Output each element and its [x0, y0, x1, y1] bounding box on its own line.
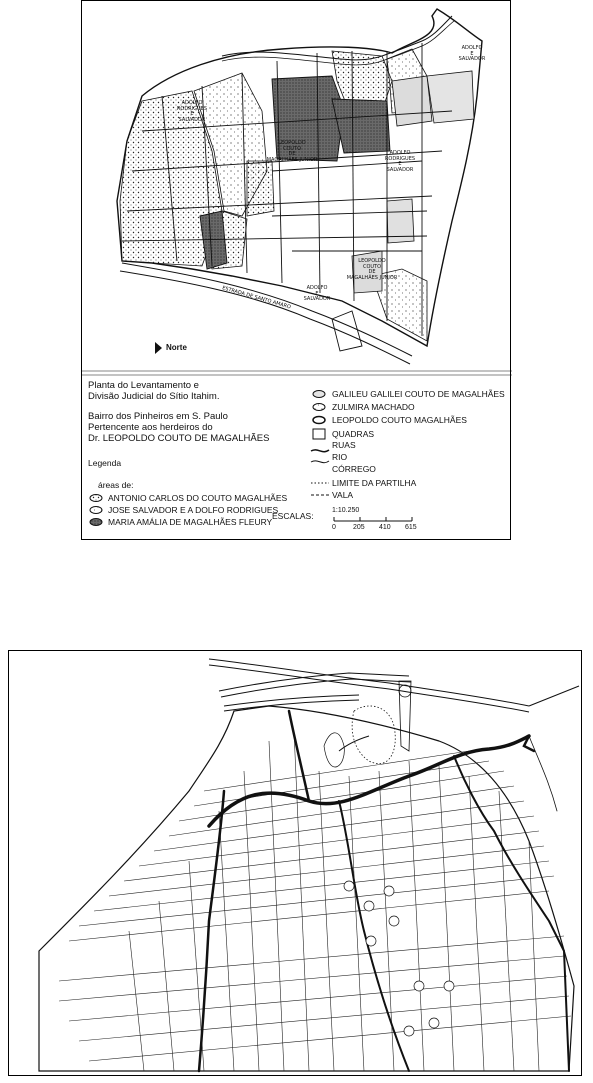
legend-vala: VALA [332, 490, 354, 500]
legend-area-leopoldo: LEOPOLDO COUTO MAGALHÃES [332, 415, 467, 425]
label-adolfo-top: ADOLFO RODRIGUES E SALVADOR [176, 100, 208, 123]
label-adolfo-rodrigues: ADOLFO RODRIGUES E SALVADOR [384, 150, 416, 173]
parcel-gray [392, 76, 432, 126]
subtitle-line-1: Bairro dos Pinheiros em S. Paulo [88, 411, 228, 422]
north-label: Norte [166, 343, 187, 352]
legend-ruas: RUAS [332, 440, 356, 450]
label-adolfo-south: ADOLFO E SALVADOR [303, 285, 331, 302]
label-adolfo-right: ADOLFO E SALVADOR [458, 45, 486, 62]
scale-tick-0: 0 [332, 524, 336, 531]
legend-area-zulmira: ZULMIRA MACHADO [332, 402, 415, 412]
legend-area-antonio: ANTONIO CARLOS DO COUTO MAGALHÃES [108, 493, 288, 503]
scale-label: ESCALAS: [272, 511, 314, 521]
legend-area-jose: JOSE SALVADOR E A DOLFO RODRIGUES [108, 505, 279, 515]
street-grid-2 [59, 731, 571, 1071]
map-title-line-2: Divisão Judicial do Sítio Itahim. [88, 391, 220, 402]
legend-area-galileu: GALILEU GALILEI COUTO DE MAGALHÃES [332, 389, 505, 399]
legend-limite: LIMITE DA PARTILHA [332, 478, 417, 488]
legend-label: Legenda [88, 458, 122, 468]
subtitle-line-2: Pertencente aos herdeiros do [88, 422, 213, 433]
subtitle-line-3: Dr. LEOPOLDO COUTO DE MAGALHÃES [88, 433, 270, 444]
scale-ratio: 1:10.250 [332, 507, 360, 514]
scale-tick-410: 410 [379, 524, 391, 531]
legend-corrego: CÓRREGO [332, 464, 376, 474]
areas-label: áreas de: [98, 480, 134, 490]
scale-tick-615: 615 [405, 524, 417, 531]
road-label: ESTRADA DE SANTO AMARO [221, 285, 292, 311]
label-leopoldo-junior: LEOPOLDO COUTO DE MAGALHÃES JUNIOR [266, 140, 318, 163]
street-map-figure [8, 650, 582, 1076]
north-arrow [155, 342, 162, 354]
scale-tick-205: 205 [353, 524, 365, 531]
numbered-sites [344, 881, 454, 1036]
lagoon [352, 706, 395, 764]
street-map [9, 651, 583, 1077]
legend-area-maria: MARIA AMÁLIA DE MAGALHÃES FLEURY [108, 517, 273, 527]
legend-rio: RIO [332, 452, 348, 462]
label-leopoldo-south: LEOPOLDO COUTO DE MAGALHÃES JUNIOR [346, 258, 398, 281]
land-division-map [82, 1, 512, 541]
land-division-map-figure [81, 0, 511, 540]
legend-quadras: QUADRAS [332, 429, 375, 439]
map-title-line-1: Planta do Levantamento e [88, 380, 199, 391]
